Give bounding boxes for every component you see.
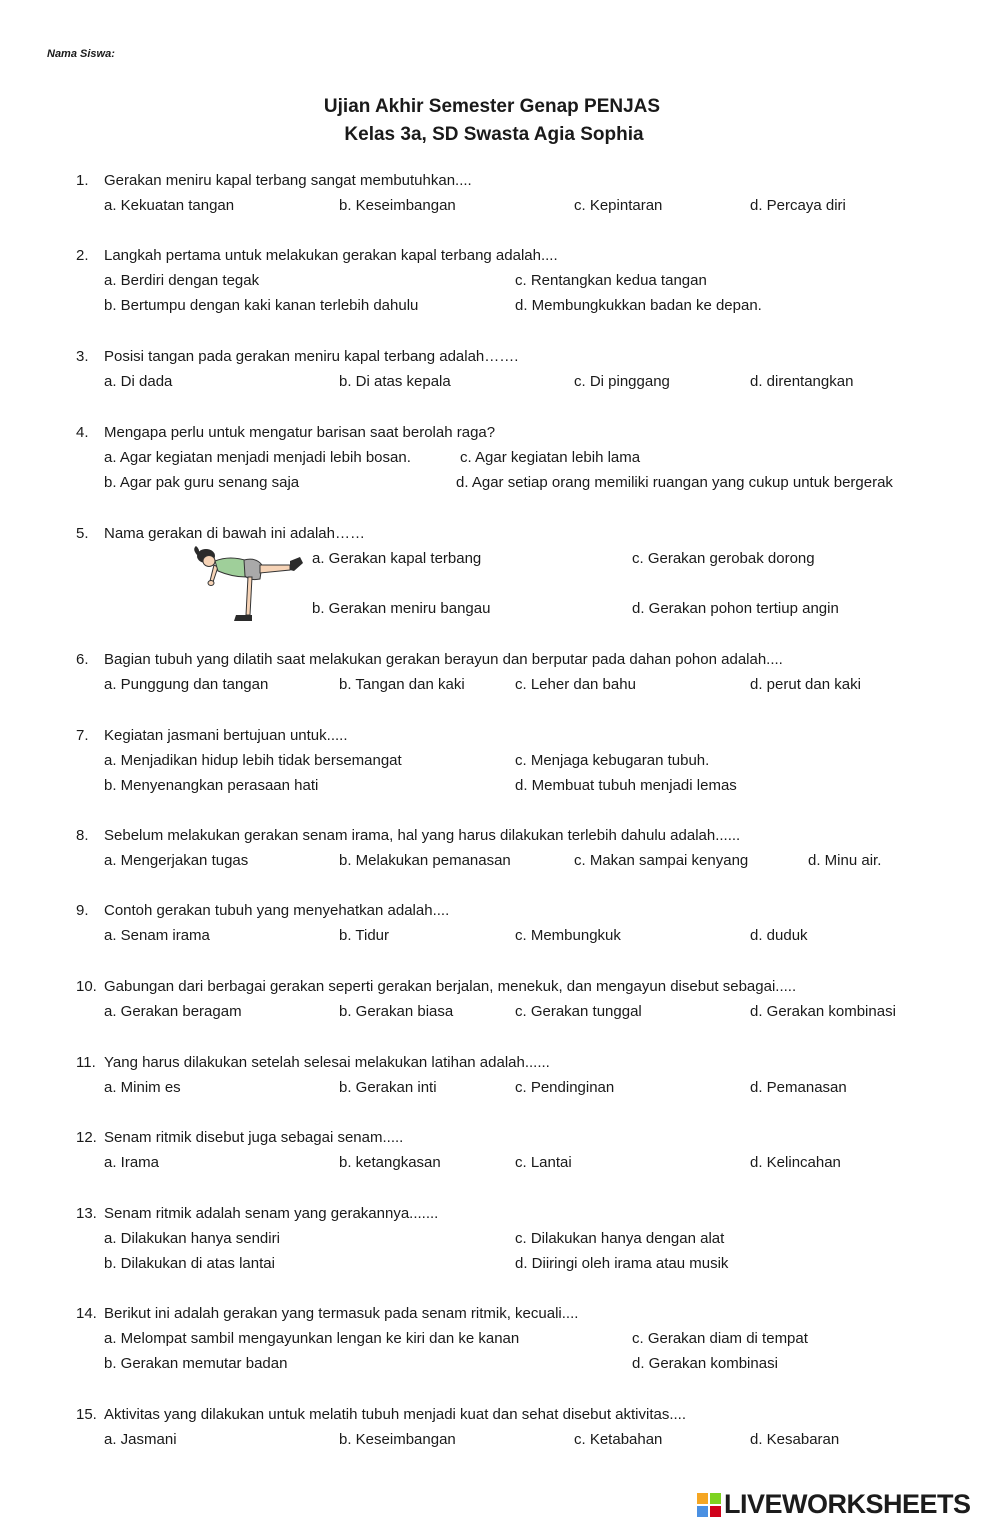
question-number: 12. — [76, 1129, 97, 1146]
option-a: a. Menjadikan hidup lebih tidak bersemangat — [104, 752, 402, 769]
option-d: d. Kesabaran — [750, 1431, 840, 1448]
question-text: Senam ritmik adalah senam yang gerakannya....... — [104, 1205, 439, 1222]
option-a: a. Gerakan beragam — [104, 1003, 242, 1020]
airplane-pose-illustration — [190, 543, 308, 627]
question-1 — [0, 168, 1000, 228]
option-c: c. Rentangkan kedua tangan — [515, 272, 707, 289]
question-number: 1. — [76, 172, 89, 189]
option-b: b. Gerakan inti — [339, 1079, 437, 1096]
question-text: Gerakan meniru kapal terbang sangat membutuhkan.... — [104, 172, 472, 189]
option-a: a. Di dada — [104, 373, 173, 390]
option-a: a. Mengerjakan tugas — [104, 852, 249, 869]
question-text: Contoh gerakan tubuh yang menyehatkan adalah.... — [104, 902, 450, 919]
option-d: d. duduk — [750, 927, 808, 944]
option-d: d. Gerakan kombinasi — [750, 1003, 896, 1020]
option-d: d. Kelincahan — [750, 1154, 841, 1171]
question-text: Langkah pertama untuk melakukan gerakan kapal terbang adalah.... — [104, 247, 558, 264]
question-number: 9. — [76, 902, 89, 919]
option-c: c. Ketabahan — [574, 1431, 663, 1448]
option-c: c. Membungkuk — [515, 927, 621, 944]
option-c: c. Di pinggang — [574, 373, 670, 390]
liveworksheets-logo — [697, 1488, 997, 1522]
question-number: 2. — [76, 247, 89, 264]
option-c: c. Makan sampai kenyang — [574, 852, 749, 869]
option-d: d. Membungkukkan badan ke depan. — [515, 297, 762, 314]
option-a: a. Berdiri dengan tegak — [104, 272, 260, 289]
question-text: Aktivitas yang dilakukan untuk melatih tubuh menjadi kuat dan sehat disebut aktivitas.... — [104, 1406, 687, 1423]
option-d: d. Membuat tubuh menjadi lemas — [515, 777, 737, 794]
option-b: b. Tangan dan kaki — [339, 676, 465, 693]
exam-title: Ujian Akhir Semester Genap PENJAS — [323, 96, 661, 117]
question-number: 6. — [76, 651, 89, 668]
option-b: b. Gerakan biasa — [339, 1003, 454, 1020]
option-b: b. Di atas kepala — [339, 373, 451, 390]
option-d: d. Diiringi oleh irama atau musik — [515, 1255, 729, 1272]
option-c: c. Agar kegiatan lebih lama — [460, 449, 641, 466]
option-d: d. Gerakan pohon tertiup angin — [632, 600, 839, 617]
option-c: c. Pendinginan — [515, 1079, 615, 1096]
question-12 — [0, 1125, 1000, 1185]
option-a: a. Melompat sambil mengayunkan lengan ke kiri dan ke kanan — [104, 1330, 520, 1347]
option-d: d. Minu air. — [808, 852, 882, 869]
question-number: 3. — [76, 348, 89, 365]
exam-subtitle: Kelas 3a, SD Swasta Agia Sophia — [344, 124, 644, 145]
question-text: Kegiatan jasmani bertujuan untuk..... — [104, 727, 348, 744]
question-15 — [0, 1402, 1000, 1462]
question-number: 14. — [76, 1305, 97, 1322]
option-d: d. Gerakan kombinasi — [632, 1355, 778, 1372]
option-c: c. Dilakukan hanya dengan alat — [515, 1230, 725, 1247]
option-c: c. Menjaga kebugaran tubuh. — [515, 752, 710, 769]
question-text: Senam ritmik disebut juga sebagai senam..... — [104, 1129, 404, 1146]
option-d: d. Pemanasan — [750, 1079, 847, 1096]
option-b: b. Bertumpu dengan kaki kanan terlebih dahulu — [104, 297, 419, 314]
question-14 — [0, 1301, 1000, 1372]
question-number: 5. — [76, 525, 89, 542]
question-number: 13. — [76, 1205, 97, 1222]
question-text: Nama gerakan di bawah ini adalah…… — [104, 525, 365, 542]
question-number: 8. — [76, 827, 89, 844]
option-a: a. Gerakan kapal terbang — [312, 550, 482, 567]
question-5 — [0, 521, 1000, 626]
option-d: d. Agar setiap orang memiliki ruangan yang cukup untuk bergerak — [456, 474, 893, 491]
question-text: Bagian tubuh yang dilatih saat melakukan gerakan berayun dan berputar pada dahan pohon adalah.... — [104, 651, 783, 668]
option-b: b. ketangkasan — [339, 1154, 441, 1171]
question-text: Sebelum melakukan gerakan senam irama, hal yang harus dilakukan terlebih dahulu adalah...... — [104, 827, 741, 844]
question-4 — [0, 420, 1000, 491]
option-a: a. Senam irama — [104, 927, 210, 944]
question-7 — [0, 723, 1000, 794]
question-number: 4. — [76, 424, 89, 441]
option-d: d. direntangkan — [750, 373, 854, 390]
option-d: d. Percaya diri — [750, 197, 846, 214]
question-8 — [0, 823, 1000, 883]
option-b: b. Keseimbangan — [339, 197, 456, 214]
question-text: Mengapa perlu untuk mengatur barisan saat berolah raga? — [104, 424, 496, 441]
question-2 — [0, 243, 1000, 314]
option-b: b. Dilakukan di atas lantai — [104, 1255, 275, 1272]
question-number: 15. — [76, 1406, 97, 1423]
option-c: c. Gerakan tunggal — [515, 1003, 642, 1020]
option-c: c. Leher dan bahu — [515, 676, 636, 693]
option-d: d. perut dan kaki — [750, 676, 861, 693]
option-a: a. Kekuatan tangan — [104, 197, 235, 214]
option-b: b. Gerakan meniru bangau — [312, 600, 491, 617]
student-name-label: Nama Siswa: — [47, 48, 115, 60]
question-text: Posisi tangan pada gerakan meniru kapal terbang adalah……. — [104, 348, 519, 365]
question-6 — [0, 647, 1000, 707]
question-text: Yang harus dilakukan setelah selesai melakukan latihan adalah...... — [104, 1054, 550, 1071]
option-c: c. Kepintaran — [574, 197, 663, 214]
question-13 — [0, 1201, 1000, 1272]
question-number: 10. — [76, 978, 97, 995]
question-text: Gabungan dari berbagai gerakan seperti gerakan berjalan, menekuk, dan mengayun disebut sebagai..... — [104, 978, 797, 995]
question-number: 7. — [76, 727, 89, 744]
option-a: a. Dilakukan hanya sendiri — [104, 1230, 280, 1247]
option-c: c. Gerakan diam di tempat — [632, 1330, 808, 1347]
option-b: b. Gerakan memutar badan — [104, 1355, 288, 1372]
option-b: b. Keseimbangan — [339, 1431, 456, 1448]
option-b: b. Tidur — [339, 927, 390, 944]
question-9 — [0, 898, 1000, 958]
option-b: b. Melakukan pemanasan — [339, 852, 511, 869]
question-3 — [0, 344, 1000, 404]
option-a: a. Agar kegiatan menjadi menjadi lebih bosan. — [104, 449, 411, 466]
option-a: a. Irama — [104, 1154, 160, 1171]
option-c: c. Gerakan gerobak dorong — [632, 550, 815, 567]
option-a: a. Minim es — [104, 1079, 181, 1096]
question-number: 11. — [76, 1054, 96, 1071]
option-c: c. Lantai — [515, 1154, 572, 1171]
option-a: a. Jasmani — [104, 1431, 177, 1448]
liveworksheets-logo-icon — [697, 1493, 721, 1517]
option-a: a. Punggung dan tangan — [104, 676, 269, 693]
option-b: b. Agar pak guru senang saja — [104, 474, 300, 491]
question-text: Berikut ini adalah gerakan yang termasuk pada senam ritmik, kecuali.... — [104, 1305, 579, 1322]
option-b: b. Menyenangkan perasaan hati — [104, 777, 319, 794]
logo-text: LIVEWORKSHEETS — [724, 1489, 971, 1519]
question-11 — [0, 1050, 1000, 1110]
question-10 — [0, 974, 1000, 1034]
